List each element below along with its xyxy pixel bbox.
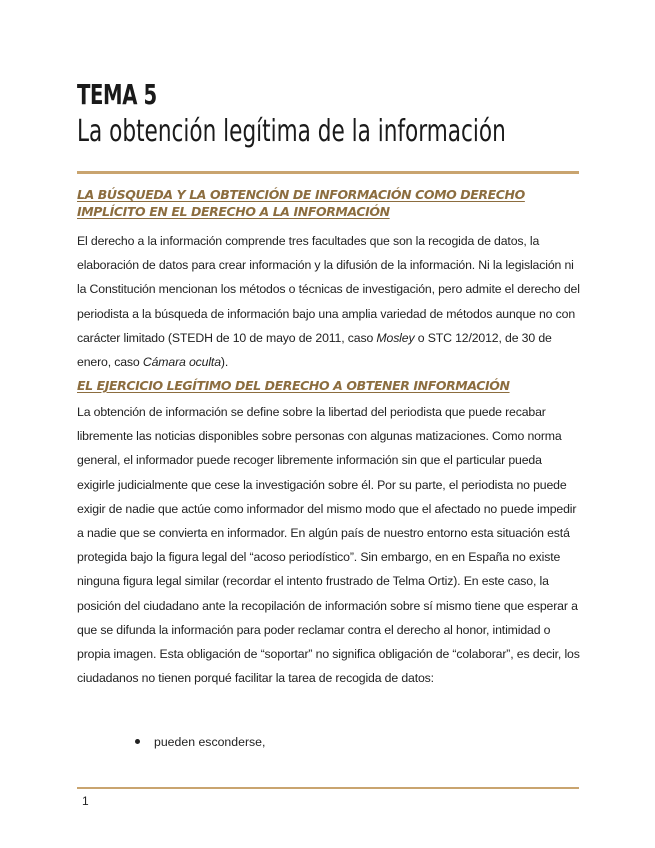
section-2-paragraph: La obtención de información se define sobre la libertad del periodista que puede recabar libremente las noticias disponibles sobre personas con algunas matizaciones. Como norma general, el informador puede recoger libremente información sin que el particular pueda exigirle judicialmente que cese la investigación sobre él. Por su parte, el periodista no puede exigir de nadie que actúe como informador del mismo modo que el afectado no puede impedir a nadie que se convierta en informador. En algún país de nuestro entorno esta situación está protegida bajo la figura legal del “acoso periodístico”. Sin embargo, en en España no existe ninguna figura legal similar (recordar el intento frustrado de Telma Ortiz). En este caso, la posición del ciudadano ante la recopilación de información sobre sí mismo tiene que esperar a que se difunda la información para poder reclamar contra el derecho al honor, intimidad o propia imagen. Esta obligación de “soportar” no significa obligación de “colaborar”, es decir, los ciudadanos no tienen porqué facilitar la tarea de recogida de datos: <box>77 405 580 686</box>
chapter-title: La obtención legítima de la información <box>77 114 506 149</box>
section-heading-1: LA BÚSQUEDA Y LA OBTENCIÓN DE INFORMACIÓN COMO DERECHO IMPLÍCITO EN EL DERECHO A LA INFORMACIÓN <box>77 187 525 219</box>
italic-case-name: Cámara oculta <box>142 355 221 370</box>
section-heading-2: EL EJERCICIO LEGÍTIMO DEL DERECHO A OBTENER INFORMACIÓN <box>77 378 510 393</box>
italic-case-name: Mosley <box>376 330 415 345</box>
title-divider <box>77 171 579 174</box>
page-number: 1 <box>82 794 89 808</box>
paragraph-text: ). <box>220 355 229 370</box>
chapter-number: TEMA 5 <box>77 78 157 111</box>
bullet-icon <box>135 739 140 744</box>
footer-divider <box>77 787 579 789</box>
paragraph-text: El derecho a la información comprende tres facultades que son la recogida de datos, la elaboración de datos para crear información y la difusión de la información. Ni la legislación ni la Constitución mencionan los métodos o técnicas de investigación, pero admite el derecho del periodista a la búsqueda de información bajo una amplia variedad de métodos aunque no con carácter limitado (STEDH de 10 de mayo de 2011, caso <box>77 234 580 345</box>
bullet-item <box>135 735 265 749</box>
paragraph-text: o STC 12/2012, de 30 de enero, caso <box>77 330 552 370</box>
section-1-paragraph <box>77 229 582 374</box>
bullet-text: pueden esconderse, <box>154 735 266 749</box>
